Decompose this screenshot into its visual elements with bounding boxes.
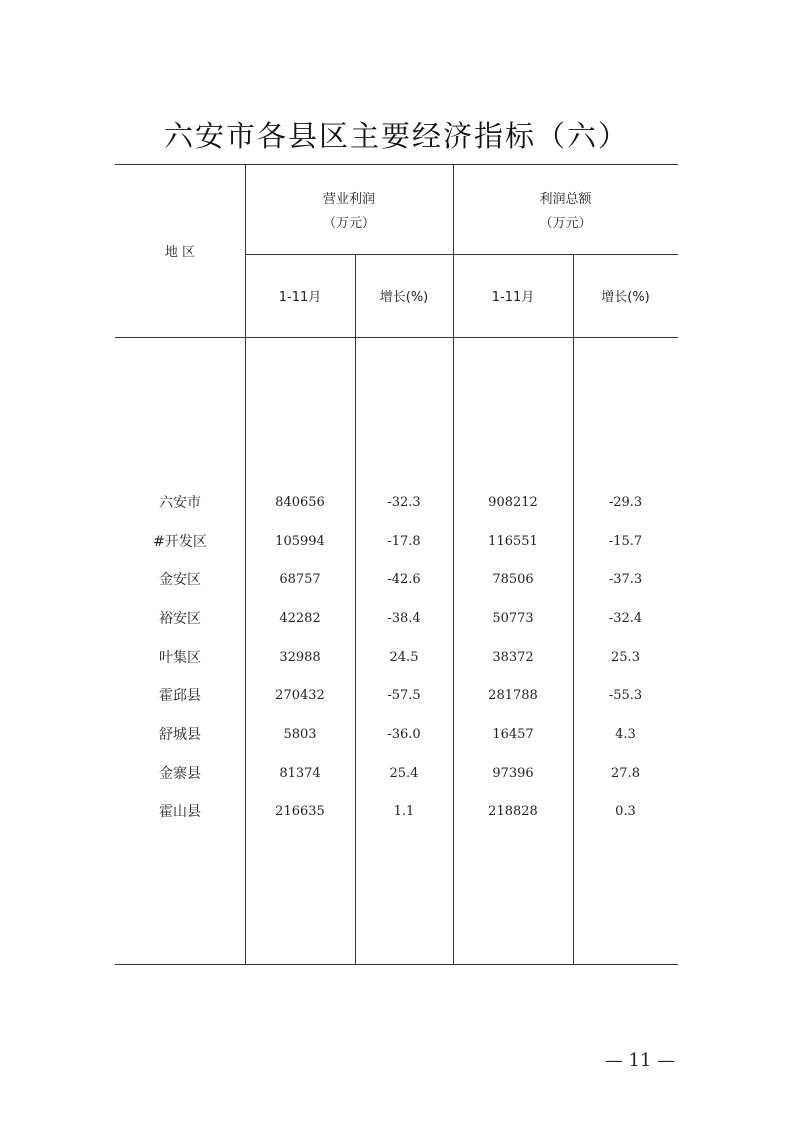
row-op-growth: 24.5 [389,650,419,665]
header-region: 地 区 [164,245,196,260]
row-op-growth: -57.5 [387,688,421,703]
row-total-profit: 78506 [492,572,534,587]
row-op-growth: -38.4 [387,611,421,626]
row-region: 霍邱县 [159,688,201,704]
row-total-profit: 38372 [492,650,534,665]
row-total-growth: -37.3 [608,572,643,587]
row-total-growth: -32.4 [608,611,643,626]
header-total-profit-unit: （万元） [539,216,592,231]
row-op-profit: 105994 [275,534,325,549]
page-title: 六安市各县区主要经济指标（六） [163,119,629,153]
row-op-profit: 840656 [275,495,325,510]
header-total-growth: 增长(%) [601,290,650,305]
header-op-period: 1-11月 [278,290,322,305]
row-total-growth: -29.3 [608,495,643,510]
row-op-profit: 81374 [279,766,321,781]
row-total-profit: 16457 [492,727,534,742]
row-region: 叶集区 [159,650,201,666]
row-op-profit: 68757 [279,572,321,587]
row-total-profit: 50773 [492,611,534,626]
row-total-growth: -55.3 [608,688,643,703]
table-bottom-rule [115,964,678,965]
row-op-growth: -42.6 [387,572,421,587]
row-total-growth: -15.7 [608,534,643,549]
row-region: #开发区 [153,534,207,550]
row-op-profit: 32988 [279,650,321,665]
header-operating-profit-unit: （万元） [322,216,375,231]
row-total-growth: 0.3 [615,804,636,819]
header-bottom-rule [115,337,678,338]
row-op-growth: -32.3 [387,495,421,510]
row-region: 舒城县 [159,727,201,743]
row-total-profit: 97396 [492,766,534,781]
column-divider-group [453,164,454,965]
row-op-profit: 216635 [275,804,325,819]
row-region: 六安市 [159,495,201,511]
header-op-growth: 增长(%) [379,290,429,305]
row-op-growth: -17.8 [387,534,421,549]
page-number: — 11 — [604,1050,676,1071]
row-op-growth: -36.0 [387,727,421,742]
header-group-divider [245,254,678,255]
header-total-period: 1-11月 [491,290,535,305]
row-total-profit: 908212 [488,495,538,510]
row-region: 金寨县 [159,766,201,782]
row-total-profit: 281788 [488,688,538,703]
row-total-growth: 4.3 [615,727,636,742]
row-op-profit: 5803 [283,727,317,742]
header-operating-profit: 营业利润 [322,192,375,207]
table-top-rule [115,164,678,165]
column-divider-region [245,164,246,965]
row-op-growth: 25.4 [389,766,419,781]
row-total-profit: 218828 [488,804,538,819]
row-op-profit: 42282 [279,611,321,626]
row-op-growth: 1.1 [393,804,415,819]
row-total-growth: 25.3 [611,650,640,665]
row-region: 霍山县 [159,804,201,820]
header-total-profit: 利润总额 [539,192,592,207]
row-total-growth: 27.8 [611,766,640,781]
row-op-profit: 270432 [275,688,325,703]
row-region: 裕安区 [159,611,201,627]
row-region: 金安区 [159,572,201,588]
row-total-profit: 116551 [488,534,538,549]
